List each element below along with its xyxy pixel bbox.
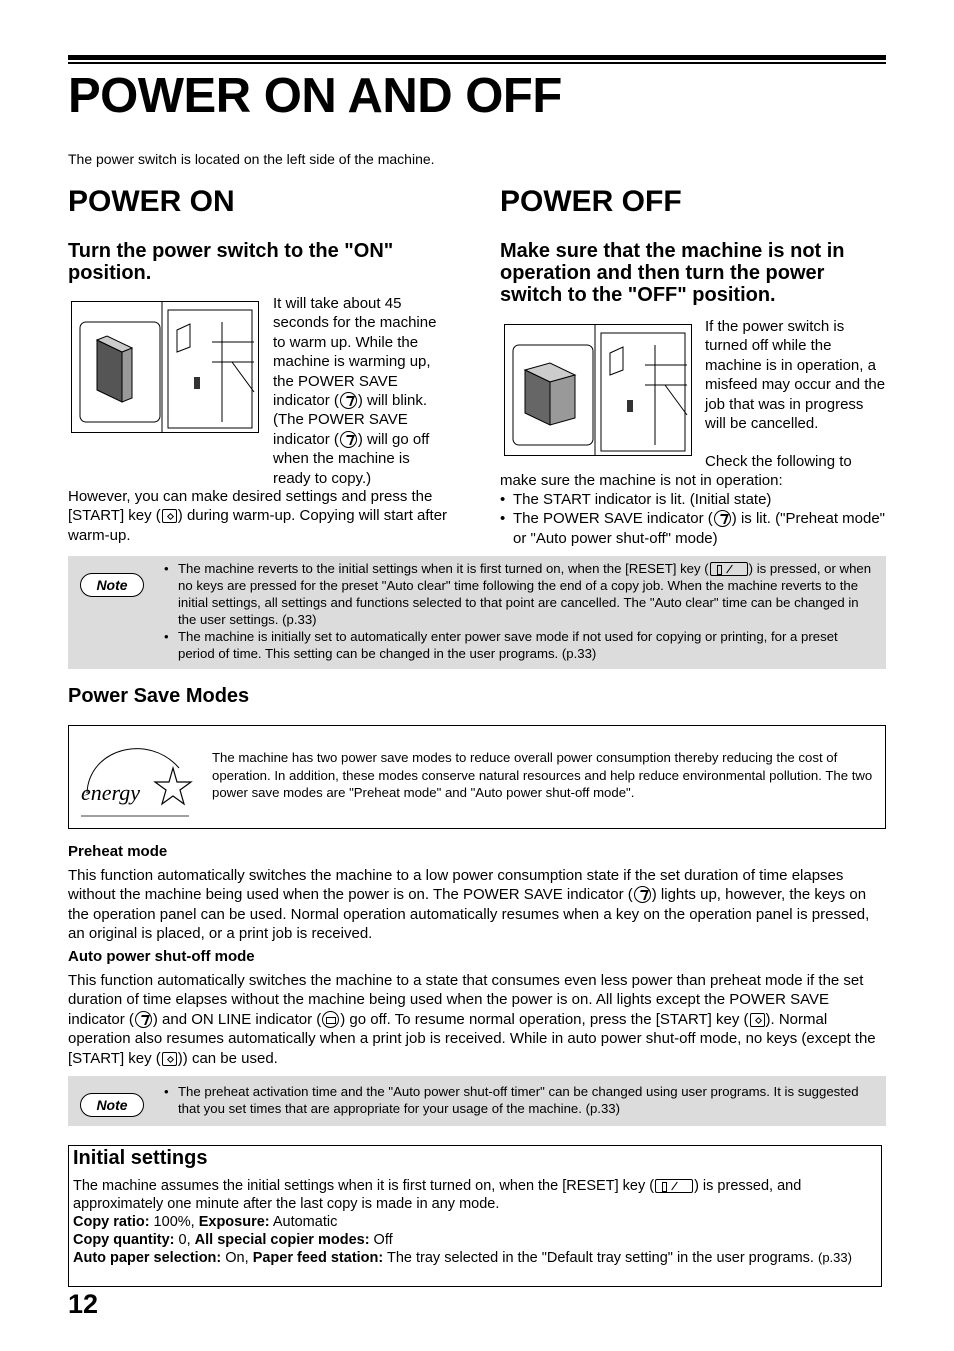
start-text-part: ) during warm-up. Copying will start after warm-up. (68, 507, 448, 544)
note-item (162, 560, 878, 628)
setting-value: Automatic (269, 1214, 338, 1230)
auto-shutoff-text (68, 971, 886, 1068)
online-icon (322, 1011, 339, 1028)
setting-line-quantity (73, 1231, 879, 1249)
bullet-text-part: ) is lit. ("Preheat mode" or "Auto power shut-off" mode) (513, 510, 885, 547)
setting-label: Exposure: (198, 1214, 270, 1230)
intro-text-part: The machine assumes the initial settings when it is first turned on, when the [RESET] key ( (73, 1178, 655, 1194)
power-on-heading: POWER ON (68, 185, 235, 218)
preheat-text-part: This function automatically switches the machine to a low power consumption state if the set duration of time elapses without the machine being used when the power is on. The POWER SAVE indicator ( (68, 867, 844, 904)
page-title: POWER ON AND OFF (68, 69, 562, 123)
bullet-text-part: The POWER SAVE indicator ( (513, 510, 713, 528)
warmup-text-part: It will take about 45 seconds for the machine to warm up. While the machine is warming up, the POWER SAVE indicator ( (273, 295, 437, 410)
initial-settings-box (68, 1145, 882, 1287)
power-off-bullet-power-save (500, 509, 886, 548)
note-box-timers (68, 1076, 886, 1126)
power-save-icon (135, 1011, 152, 1028)
start-key-icon (750, 1013, 765, 1027)
setting-value: Off (369, 1232, 393, 1248)
start-text-part: However, you can make desired settings and press the [START] key ( (68, 488, 433, 525)
note-badge: Note (80, 1093, 144, 1117)
setting-label: Auto paper selection: (73, 1250, 222, 1266)
power-on-warmup-text (273, 294, 451, 488)
switch-on-drawing (72, 302, 258, 432)
setting-value: 0, (174, 1232, 195, 1248)
note-text-part: The machine reverts to the initial settings when it is first turned on, when the [RESET] key ( (178, 561, 709, 576)
start-key-icon (162, 1052, 177, 1066)
note-text-part: ) is pressed, or when no keys are pressed for the preset "Auto clear" time following the end of a copy job. When the machine reverts to the initial settings, all settings and functions selected to that point are cancelled. The "Auto clear" time can be changed in the user settings. (p.33) (178, 561, 872, 627)
power-save-icon (634, 886, 651, 903)
preheat-text-part: ) lights up, however, the keys on the operation panel can be used. Normal operation automatically resumes when a key on the operation panel is pressed, an original is placed, or a print job is received. (68, 886, 870, 943)
auto-text-part: ) go off. To resume normal operation, press the [START] key ( (340, 1010, 749, 1028)
energy-star-box (68, 725, 886, 829)
setting-label: Paper feed station: (252, 1250, 384, 1266)
setting-value: 100%, (149, 1214, 199, 1230)
warmup-text-part: ) will go off when the machine is ready to copy.) (273, 430, 430, 487)
initial-settings-intro (73, 1177, 879, 1213)
power-off-subheading: Make sure that the machine is not in operation and then turn the power switch to the "OFF" position. (500, 240, 845, 306)
power-on-subheading: Turn the power switch to the "ON" position. (68, 240, 394, 284)
intro-text-part: ) is pressed, and approximately one minute after the last copy is made in any mode. (73, 1178, 802, 1212)
power-off-bullets (500, 490, 886, 548)
setting-label: All special copier modes: (194, 1232, 370, 1248)
power-off-check-text: Check the following to make sure the machine is not in operation: (500, 453, 852, 490)
power-save-icon (340, 431, 357, 448)
header-rule-thin (68, 62, 886, 64)
note-list (162, 1083, 878, 1117)
setting-line-paper (73, 1249, 879, 1267)
auto-text-part: ) and ON LINE indicator ( (152, 1010, 322, 1028)
setting-label: Copy quantity: (73, 1232, 175, 1248)
note-item: • The preheat activation time and the "Auto power shut-off timer" can be changed using user programs. It is suggested that you set times that are appropriate for your usage of the machine. (p.33) (162, 1083, 878, 1117)
auto-text-part: ). Normal operation also resumes automatically when a print job is received. While in auto power shut-off mode, no keys (except the [START] key ( (68, 1010, 876, 1067)
note-box-initial-settings (68, 556, 886, 669)
power-off-warning-text: If the power switch is turned off while the machine is in operation, a misfeed may occur and the job that was in progress will be cancelled. (705, 318, 886, 433)
switch-off-drawing (505, 325, 691, 455)
initial-settings-heading: Initial settings (73, 1147, 208, 1169)
preheat-text (68, 866, 886, 944)
power-save-icon (714, 510, 731, 527)
header-rule-thick (68, 55, 886, 60)
setting-value: The tray selected in the "Default tray setting" in the user programs. (383, 1250, 818, 1266)
power-save-heading: Power Save Modes (68, 685, 250, 707)
intro-text: The power switch is located on the left side of the machine. (68, 151, 435, 167)
power-off-bullet-start: • The START indicator is lit. (Initial state) (500, 490, 886, 509)
setting-value: On, (221, 1250, 253, 1266)
page-number: 12 (68, 1289, 99, 1319)
reset-key-icon (710, 562, 748, 576)
auto-text-part: )) can be used. (177, 1049, 278, 1067)
start-key-icon (162, 509, 177, 523)
power-save-icon (340, 392, 357, 409)
energy-logo-text: energy (81, 780, 141, 805)
note-badge: Note (80, 573, 144, 597)
power-on-start-text (68, 487, 450, 545)
initial-settings-body (73, 1177, 879, 1267)
note-item: • The machine is initially set to automatically enter power save mode if not used for copying or printing, for a preset period of time. This setting can be changed in the user programs. (p.33) (162, 628, 878, 662)
energy-star-logo (79, 738, 193, 818)
power-on-switch-illustration (71, 301, 259, 433)
setting-label: Copy ratio: (73, 1214, 150, 1230)
page-reference: (p.33) (818, 1250, 852, 1265)
power-off-heading: POWER OFF (500, 185, 682, 218)
energy-star-icon (79, 738, 193, 818)
reset-key-icon (655, 1179, 693, 1193)
preheat-heading: Preheat mode (68, 843, 168, 860)
setting-line-ratio (73, 1213, 879, 1231)
energy-star-text: The machine has two power save modes to reduce overall power consumption thereby reducing the cost of operation. In addition, these modes conserve natural resources and help reduce environmental pollution. The two power save modes are "Preheat mode" and "Auto power shut-off mode". (212, 750, 873, 800)
auto-shutoff-heading: Auto power shut-off mode (68, 948, 255, 965)
auto-text-part: This function automatically switches the machine to a state that consumes even less power than preheat mode if the set duration of time elapses without the machine being used when the power is on. All lights except the POWER SAVE indicator ( (68, 972, 864, 1028)
note-list (162, 560, 878, 662)
warmup-text-part: ) will blink. (The POWER SAVE indicator ( (273, 392, 428, 448)
power-off-switch-illustration (504, 324, 692, 456)
